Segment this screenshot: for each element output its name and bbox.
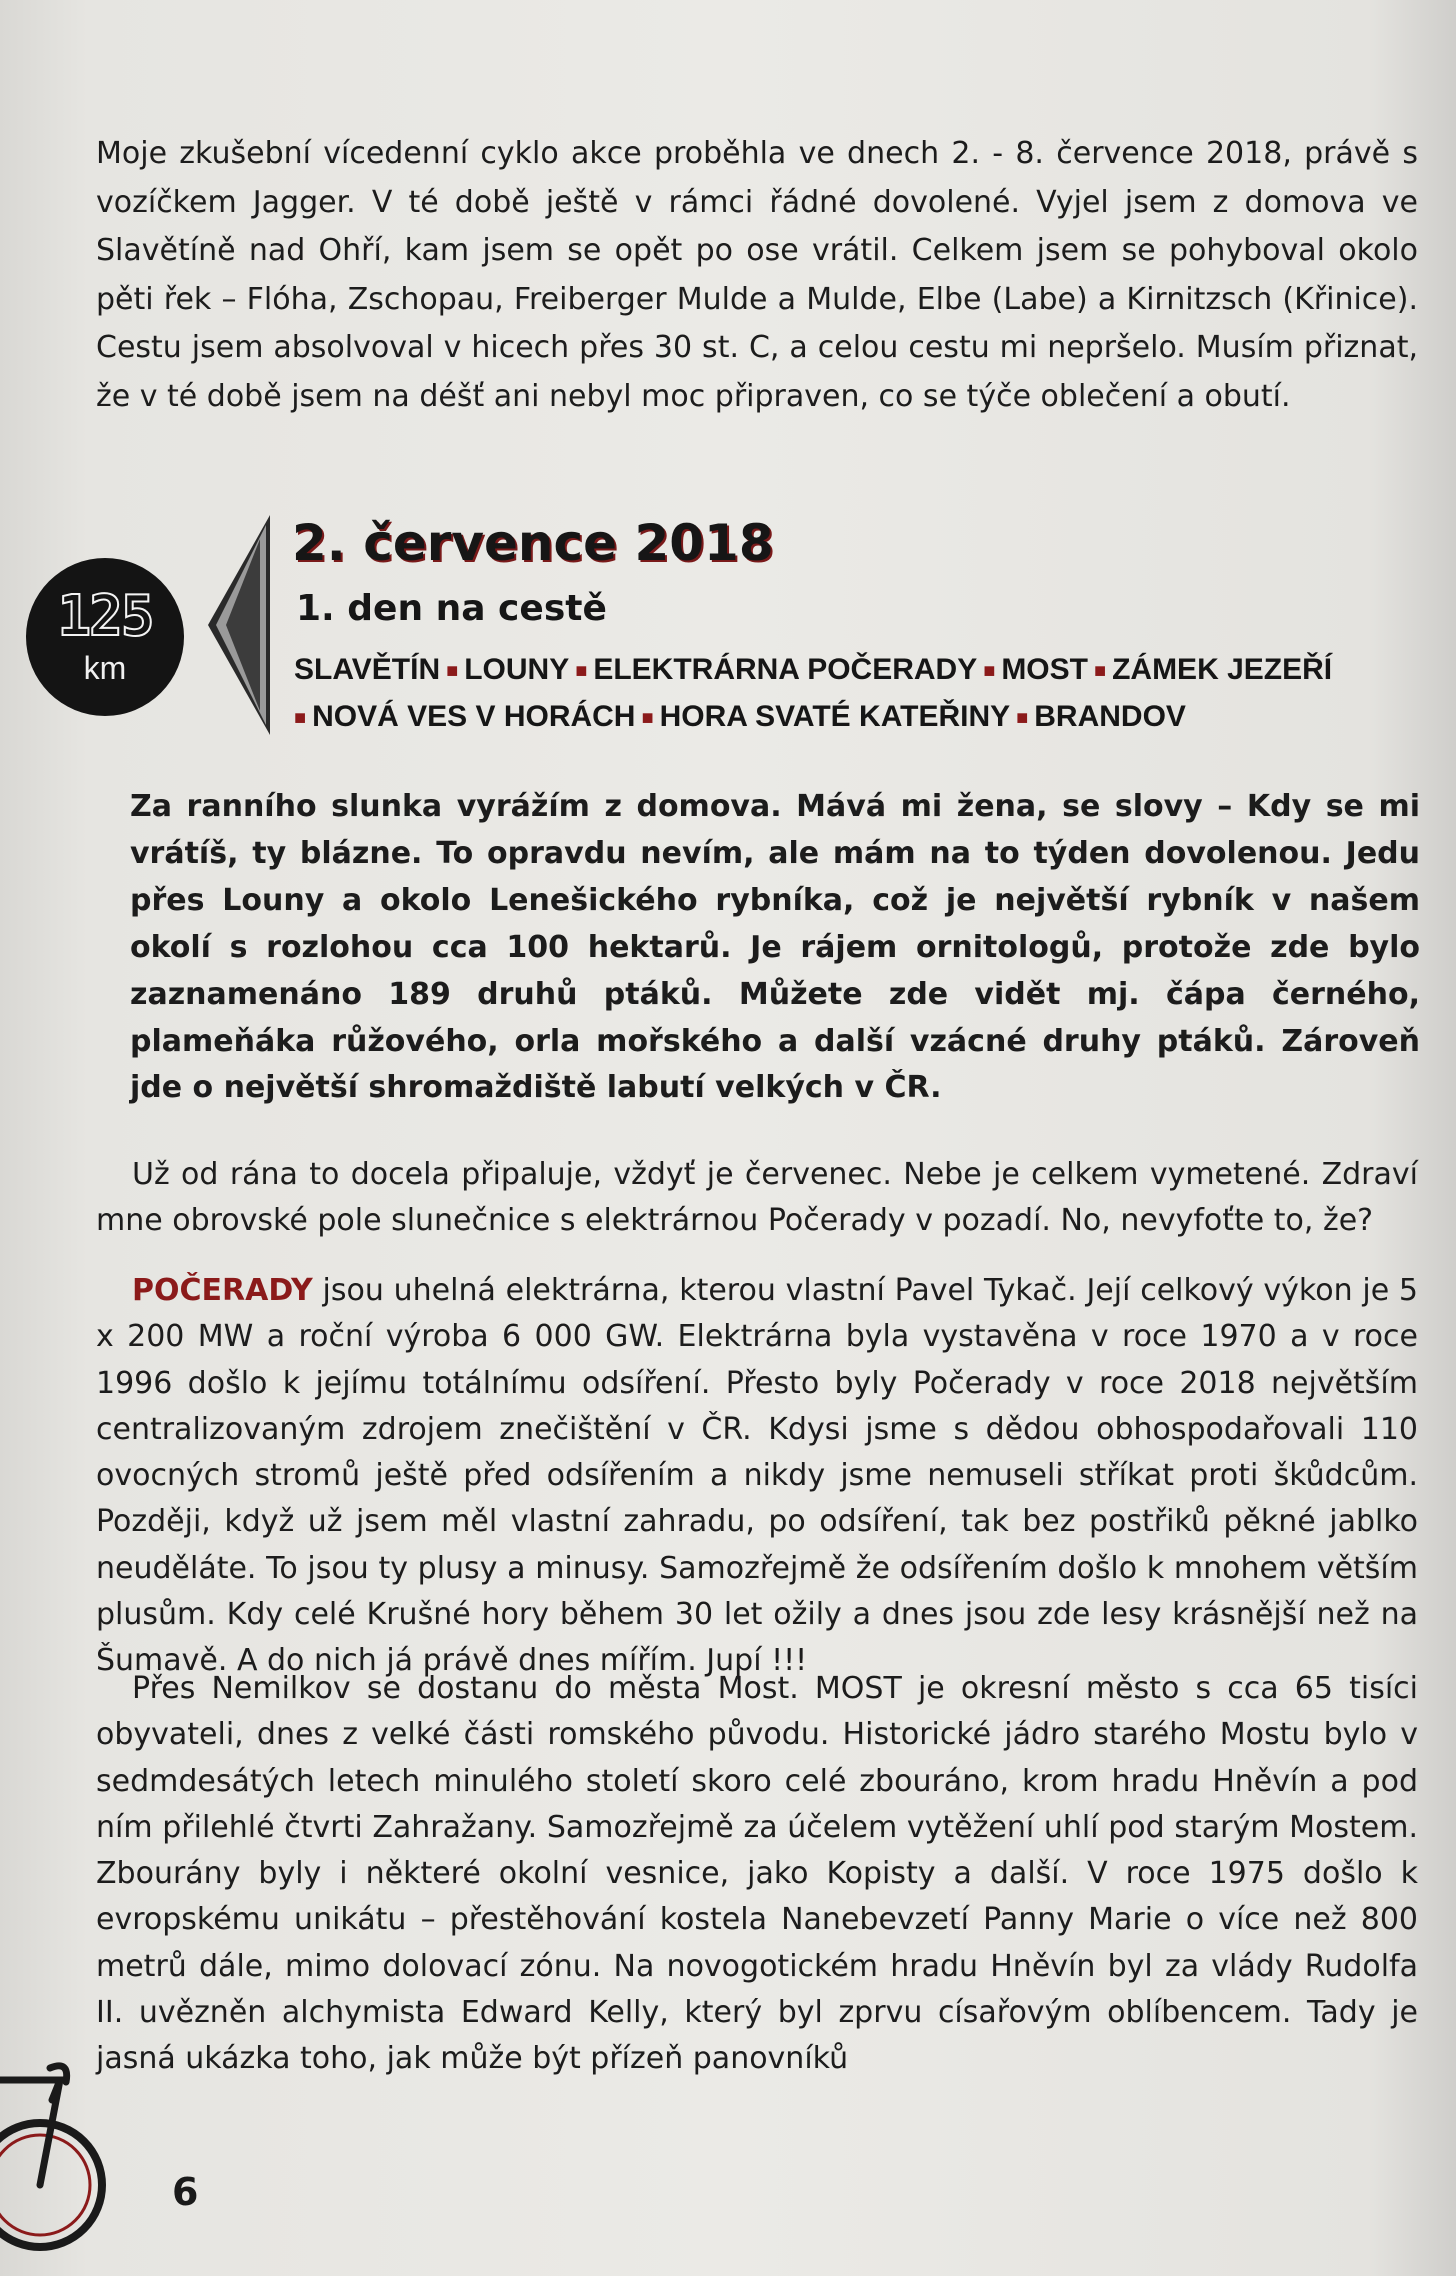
day-date-heading: 2. července 2018 <box>292 514 774 572</box>
square-bullet-icon: ■ <box>446 660 459 682</box>
distance-value: 125 <box>57 584 153 649</box>
square-bullet-icon: ■ <box>294 707 307 729</box>
place-highlight: POČERADY <box>132 1273 313 1308</box>
route-stop: ZÁMEK JEZEŘÍ <box>1112 653 1333 686</box>
intro-paragraph: Moje zkušební vícedenní cyklo akce proběhla ve dnech 2. - 8. července 2018, právě s vozíčkem Jagger. V té době ještě v rámci řádné dovolené. Vyjel jsem z domova ve Slavětíně nad Ohří, kam jsem se opět po ose vrátil. Celkem jsem se pohyboval okolo pěti řek – Flóha, Zschopau, Freiberger Mulde a Mulde, Elbe (Labe) a Kirnitzsch (Křinice). Cestu jsem absolvoval v hicech přes 30 st. C, a celou cestu mi nepršelo. Musím přiznat, že v té době jsem na déšť ani nebyl moc připraven, co se týče oblečení a obutí. <box>96 136 1418 414</box>
lead-paragraph: Za ranního slunka vyrážím z domova. Mává mi žena, se slovy – Kdy se mi vrátíš, ty blázne. To opravdu nevím, ale mám na to týden dovolenou. Jedu přes Louny a okolo Lenešického rybníka, což je největší rybník v našem okolí s rozlohou cca 100 hektarů. Je rájem ornitologů, protože zde bylo zaznamenáno 189 druhů ptáků. Můžete zde vidět mj. čápa černého, plameňáka růžového, orla mořského a další vzácné druhy ptáků. Zároveň jde o největší shromaždiště labutí velkých v ČR. <box>130 789 1420 1106</box>
square-bullet-icon: ■ <box>983 660 996 682</box>
page-number: 6 <box>172 2170 199 2214</box>
route-stop: NOVÁ VES V HORÁCH <box>312 700 636 733</box>
body-paragraph <box>96 1268 1418 1685</box>
route-stop: MOST <box>1001 653 1088 686</box>
route-list <box>294 647 1374 741</box>
route-stop: HORA SVATÉ KATEŘINY <box>659 700 1011 733</box>
square-bullet-icon: ■ <box>1016 707 1029 729</box>
route-stop: SLAVĚTÍN <box>294 653 441 686</box>
day-subtitle: 1. den na cestě <box>296 588 607 629</box>
bicycle-icon <box>0 2060 110 2260</box>
body-paragraph: Přes Nemilkov se dostanu do města Most. MOST je okresní město s cca 65 tisíci obyvateli, dnes z velké části romského původu. Historické jádro starého Mostu bylo v sedmdesátých letech minulého století skoro celé zbouráno, krom hradu Hněvín a pod ním přilehlé čtvrti Zahražany. Samozřejmě za účelem vytěžení uhlí pod starým Mostem. Zbourány byly i některé okolní vesnice, jako Kopisty a další. V roce 1975 došlo k evropskému unikátu – přestěhování kostela Nanebevzetí Panny Marie o více než 800 metrů dále, mimo dolovací zónu. Na novogotickém hradu Hněvín byl za vlády Rudolfa II. uvězněn alchymista Edward Kelly, který byl zprvu císařovým oblíbencem. Tady je jasná ukázka toho, jak může být přízeň panovníků <box>96 1671 1418 2077</box>
distance-badge <box>26 558 184 716</box>
body-paragraph: Už od rána to docela připaluje, vždyť je červenec. Nebe je celkem vymetené. Zdraví mne obrovské pole slunečnice s elektrárnou Počerady v pozadí. No, nevyfoťte to, že? <box>96 1157 1418 1239</box>
square-bullet-icon: ■ <box>575 660 588 682</box>
distance-unit: km <box>83 650 127 686</box>
route-stop: LOUNY <box>464 653 570 686</box>
route-stop: ELEKTRÁRNA POČERADY <box>593 653 978 686</box>
square-bullet-icon: ■ <box>1093 660 1107 682</box>
route-stop: BRANDOV <box>1034 700 1186 733</box>
paragraph-text: jsou uhelná elektrárna, kterou vlastní Pavel Tykač. Její celkový výkon je 5 x 200 MW a roční výroba 6 000 GW. Elektrárna byla vystavěna v roce 1970 a v roce 1996 došlo k jejímu totálnímu odsíření. Přesto byly Počerady v roce 2018 největším centralizovaným zdrojem znečištění v ČR. Kdysi jsme s dědou obhospodařovali 110 ovocných stromů ještě před odsířením a nikdy jsme nemuseli stříkat proti škůdcům. Později, když už jsem měl vlastní zahradu, po odsíření, tak bez postřiků pěkné jablko neuděláte. To jsou ty plusy a minusy. Samozřejmě že odsířením došlo k mnohem větším plusům. Kdy celé Krušné hory během 30 let ožily a dnes jsou zde lesy krásnější než na Šumavě. A do nich já právě dnes mířím. Jupí !!! <box>96 1273 1418 1679</box>
chevron-divider-icon <box>200 515 270 735</box>
square-bullet-icon: ■ <box>641 707 654 729</box>
